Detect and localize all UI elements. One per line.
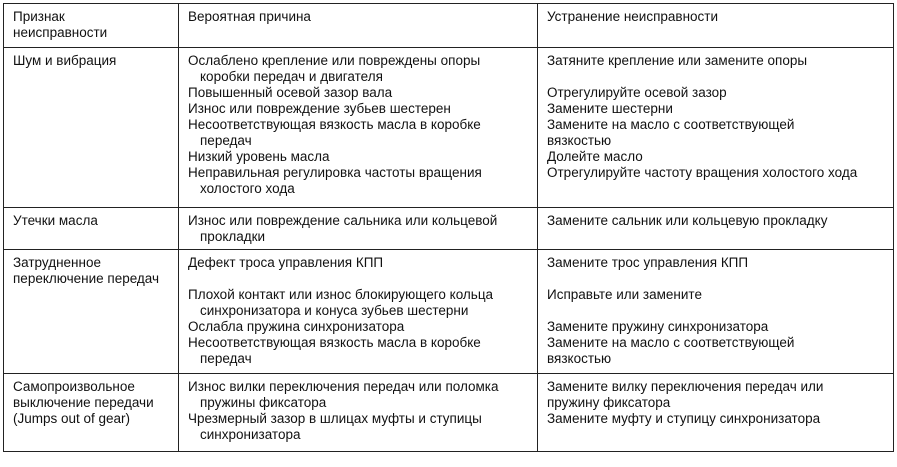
symptom-text: (Jumps out of gear)	[13, 411, 131, 426]
cause-text: Износ или повреждение зубьев шестерен	[188, 101, 451, 116]
header-symptom	[4, 4, 179, 48]
cause-text: Износ вилки переключения передач или поломка	[188, 379, 499, 394]
cause-text: Повышенный осевой зазор вала	[188, 85, 393, 100]
cause-cell	[179, 250, 538, 374]
remedy-cell	[538, 208, 894, 250]
remedy-text: Отрегулируйте частоту вращения холостого хода	[547, 165, 858, 180]
cause-text: коробки передач и двигателя	[200, 69, 383, 84]
header-text: неисправности	[13, 25, 108, 40]
symptom-text: Самопроизвольное	[13, 379, 135, 394]
remedy-text	[547, 271, 887, 287]
symptom-cell	[4, 250, 179, 374]
cause-text: Несоответствующая вязкость масла в коробке	[188, 335, 481, 350]
remedy-text: Замените пружину синхронизатора	[547, 319, 769, 334]
cause-text: Ослаблено крепление или повреждены опоры	[188, 53, 481, 68]
header-cause	[179, 4, 538, 48]
remedy-text: Замените сальник или кольцевую прокладку	[547, 213, 828, 228]
cause-cell	[179, 208, 538, 250]
table-row	[4, 374, 894, 452]
remedy-text: пружину фиксатора	[547, 395, 671, 410]
cause-text: Низкий уровень масла	[188, 149, 330, 164]
cause-text: холостого хода	[200, 181, 295, 196]
remedy-text: Отрегулируйте осевой зазор	[547, 85, 727, 100]
table-row	[4, 250, 894, 374]
remedy-text: Исправьте или замените	[547, 287, 702, 302]
remedy-text: Замените шестерни	[547, 101, 673, 116]
remedy-text: Замените на масло с соответствующей	[547, 117, 795, 132]
cause-text: Дефект троса управления КПП	[188, 255, 384, 270]
symptom-text: выключение передачи	[13, 395, 154, 410]
table-row	[4, 208, 894, 250]
remedy-cell	[538, 48, 894, 208]
symptom-cell	[4, 208, 179, 250]
remedy-cell	[538, 374, 894, 452]
remedy-text: Замените на масло с соответствующей	[547, 335, 795, 350]
remedy-text: Долейте масло	[547, 149, 643, 164]
symptom-cell	[4, 374, 179, 452]
cause-text: передач	[200, 351, 252, 366]
symptom-text: Затрудненное	[13, 255, 101, 270]
header-row	[4, 4, 894, 48]
cause-text	[188, 271, 531, 287]
cause-text: синхронизатора и конуса зубьев шестерни	[200, 303, 469, 318]
header-text: Вероятная причина	[188, 9, 311, 24]
cause-text: передач	[200, 133, 252, 148]
cause-text: пружины фиксатора	[200, 395, 327, 410]
symptom-cell	[4, 48, 179, 208]
cause-text: Ослабла пружина синхронизатора	[188, 319, 405, 334]
remedy-text: Замените вилку переключения передач или	[547, 379, 824, 394]
cause-text: Износ или повреждение сальника или кольцевой	[188, 213, 498, 228]
remedy-text: Замените муфту и ступицу синхронизатора	[547, 411, 821, 426]
symptom-text: Утечки масла	[13, 213, 98, 228]
remedy-cell	[538, 250, 894, 374]
remedy-text	[547, 303, 887, 319]
cause-text: синхронизатора	[200, 427, 301, 442]
symptom-text: Шум и вибрация	[13, 53, 117, 68]
table-row	[4, 48, 894, 208]
cause-text: Чрезмерный зазор в шлицах муфты и ступицы	[188, 411, 482, 426]
header-text: Признак	[13, 9, 65, 24]
header-remedy	[538, 4, 894, 48]
remedy-text	[547, 69, 887, 85]
cause-text: Несоответствующая вязкость масла в коробке	[188, 117, 481, 132]
remedy-text: вязкостью	[547, 351, 612, 366]
cause-cell	[179, 48, 538, 208]
cause-text: Неправильная регулировка частоты вращения	[188, 165, 482, 180]
troubleshooting-table	[3, 3, 894, 452]
header-text: Устранение неисправности	[547, 9, 719, 24]
cause-text: прокладки	[200, 229, 266, 244]
symptom-text: переключение передач	[13, 271, 160, 286]
remedy-text: Замените трос управления КПП	[547, 255, 749, 270]
cause-cell	[179, 374, 538, 452]
remedy-text: вязкостью	[547, 133, 612, 148]
cause-text: Плохой контакт или износ блокирующего кольца	[188, 287, 494, 302]
remedy-text: Затяните крепление или замените опоры	[547, 53, 808, 68]
